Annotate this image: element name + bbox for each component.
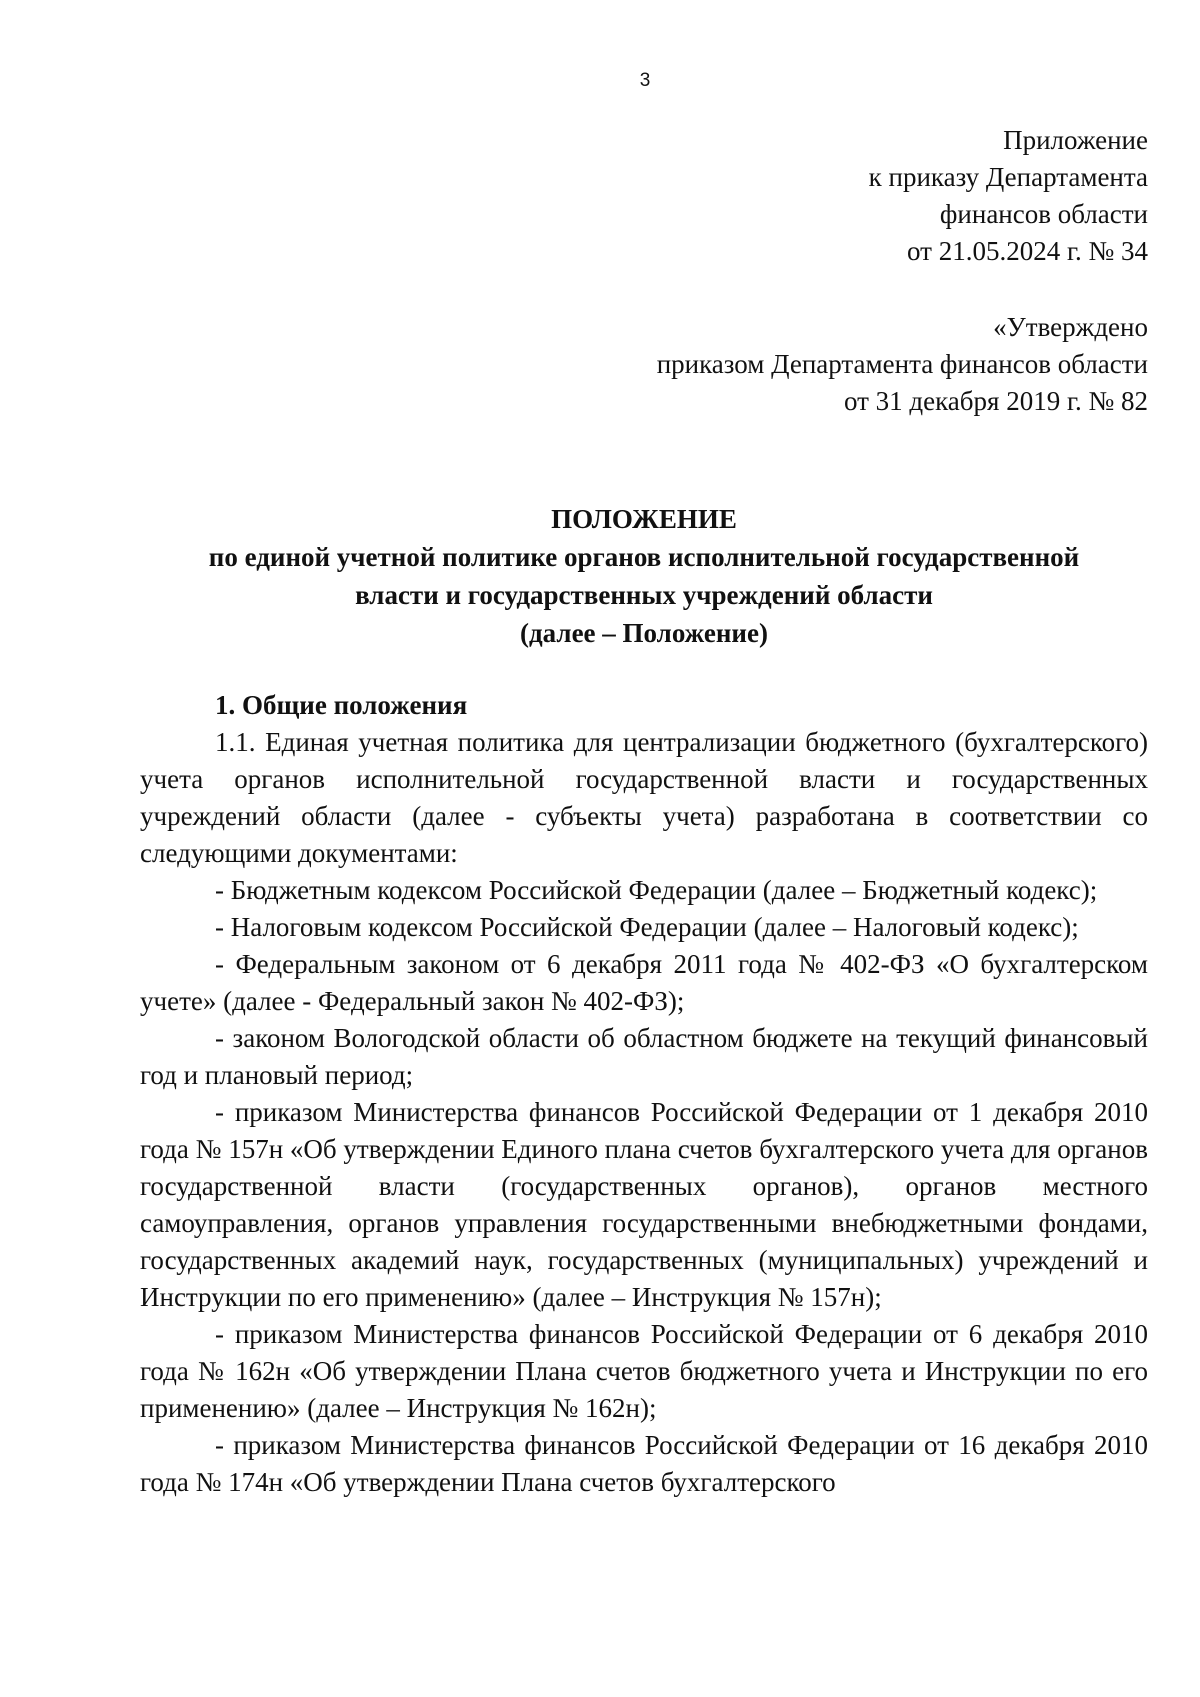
- document-title: [140, 500, 1148, 652]
- appendix-line: от 21.05.2024 г. № 34: [907, 236, 1148, 266]
- paragraph: - законом Вологодской области об областном бюджете на текущий финансовый год и плановый период;: [140, 1023, 1148, 1090]
- appendix-line: Приложение: [1003, 125, 1148, 155]
- paragraph: - приказом Министерства финансов Российской Федерации от 1 декабря 2010 года № 157н «Об утверждении Единого плана счетов бухгалтерского учета для органов государственной власти (государственных органов), органов местного самоуправления, органов управления государственными внебюджетными фондами, государственных академий наук, государственных (муниципальных) учреждений и Инструкции по его применению» (далее – Инструкция № 157н);: [140, 1097, 1148, 1312]
- title-line: (далее – Положение): [520, 618, 768, 648]
- paragraph: - Бюджетным кодексом Российской Федерации (далее – Бюджетный кодекс);: [215, 875, 1098, 905]
- approval-line: приказом Департамента финансов области: [656, 349, 1148, 379]
- page-number: 3: [639, 70, 651, 91]
- approval-line: «Утверждено: [993, 312, 1148, 342]
- approval-block: [348, 309, 1148, 420]
- document-body: [140, 724, 1148, 1501]
- paragraph: 1.1. Единая учетная политика для централизации бюджетного (бухгалтерского) учета органов исполнительной государственной власти и государственных учреждений области (далее - субъекты учета) разработана в соответствии со следующими документами:: [140, 727, 1148, 868]
- section-heading: 1. Общие положения: [215, 690, 468, 720]
- title-line: ПОЛОЖЕНИЕ: [551, 504, 737, 534]
- title-line: власти и государственных учреждений области: [355, 580, 933, 610]
- appendix-block: [448, 122, 1148, 270]
- approval-line: от 31 декабря 2019 г. № 82: [843, 386, 1148, 416]
- appendix-line: к приказу Департамента: [868, 162, 1148, 192]
- paragraph: - приказом Министерства финансов Российской Федерации от 16 декабря 2010 года № 174н «Об утверждении Плана счетов бухгалтерского: [140, 1430, 1148, 1497]
- paragraph: - Налоговым кодексом Российской Федерации (далее – Налоговый кодекс);: [215, 912, 1079, 942]
- title-line: по единой учетной политике органов исполнительной государственной: [208, 542, 1080, 572]
- appendix-line: финансов области: [939, 199, 1148, 229]
- paragraph: - Федеральным законом от 6 декабря 2011 года № 402-ФЗ «О бухгалтерском учете» (далее - Федеральный закон № 402-ФЗ);: [140, 949, 1148, 1016]
- paragraph: - приказом Министерства финансов Российской Федерации от 6 декабря 2010 года № 162н «Об утверждении Плана счетов бюджетного учета и Инструкции по его применению» (далее – Инструкция № 162н);: [140, 1319, 1148, 1423]
